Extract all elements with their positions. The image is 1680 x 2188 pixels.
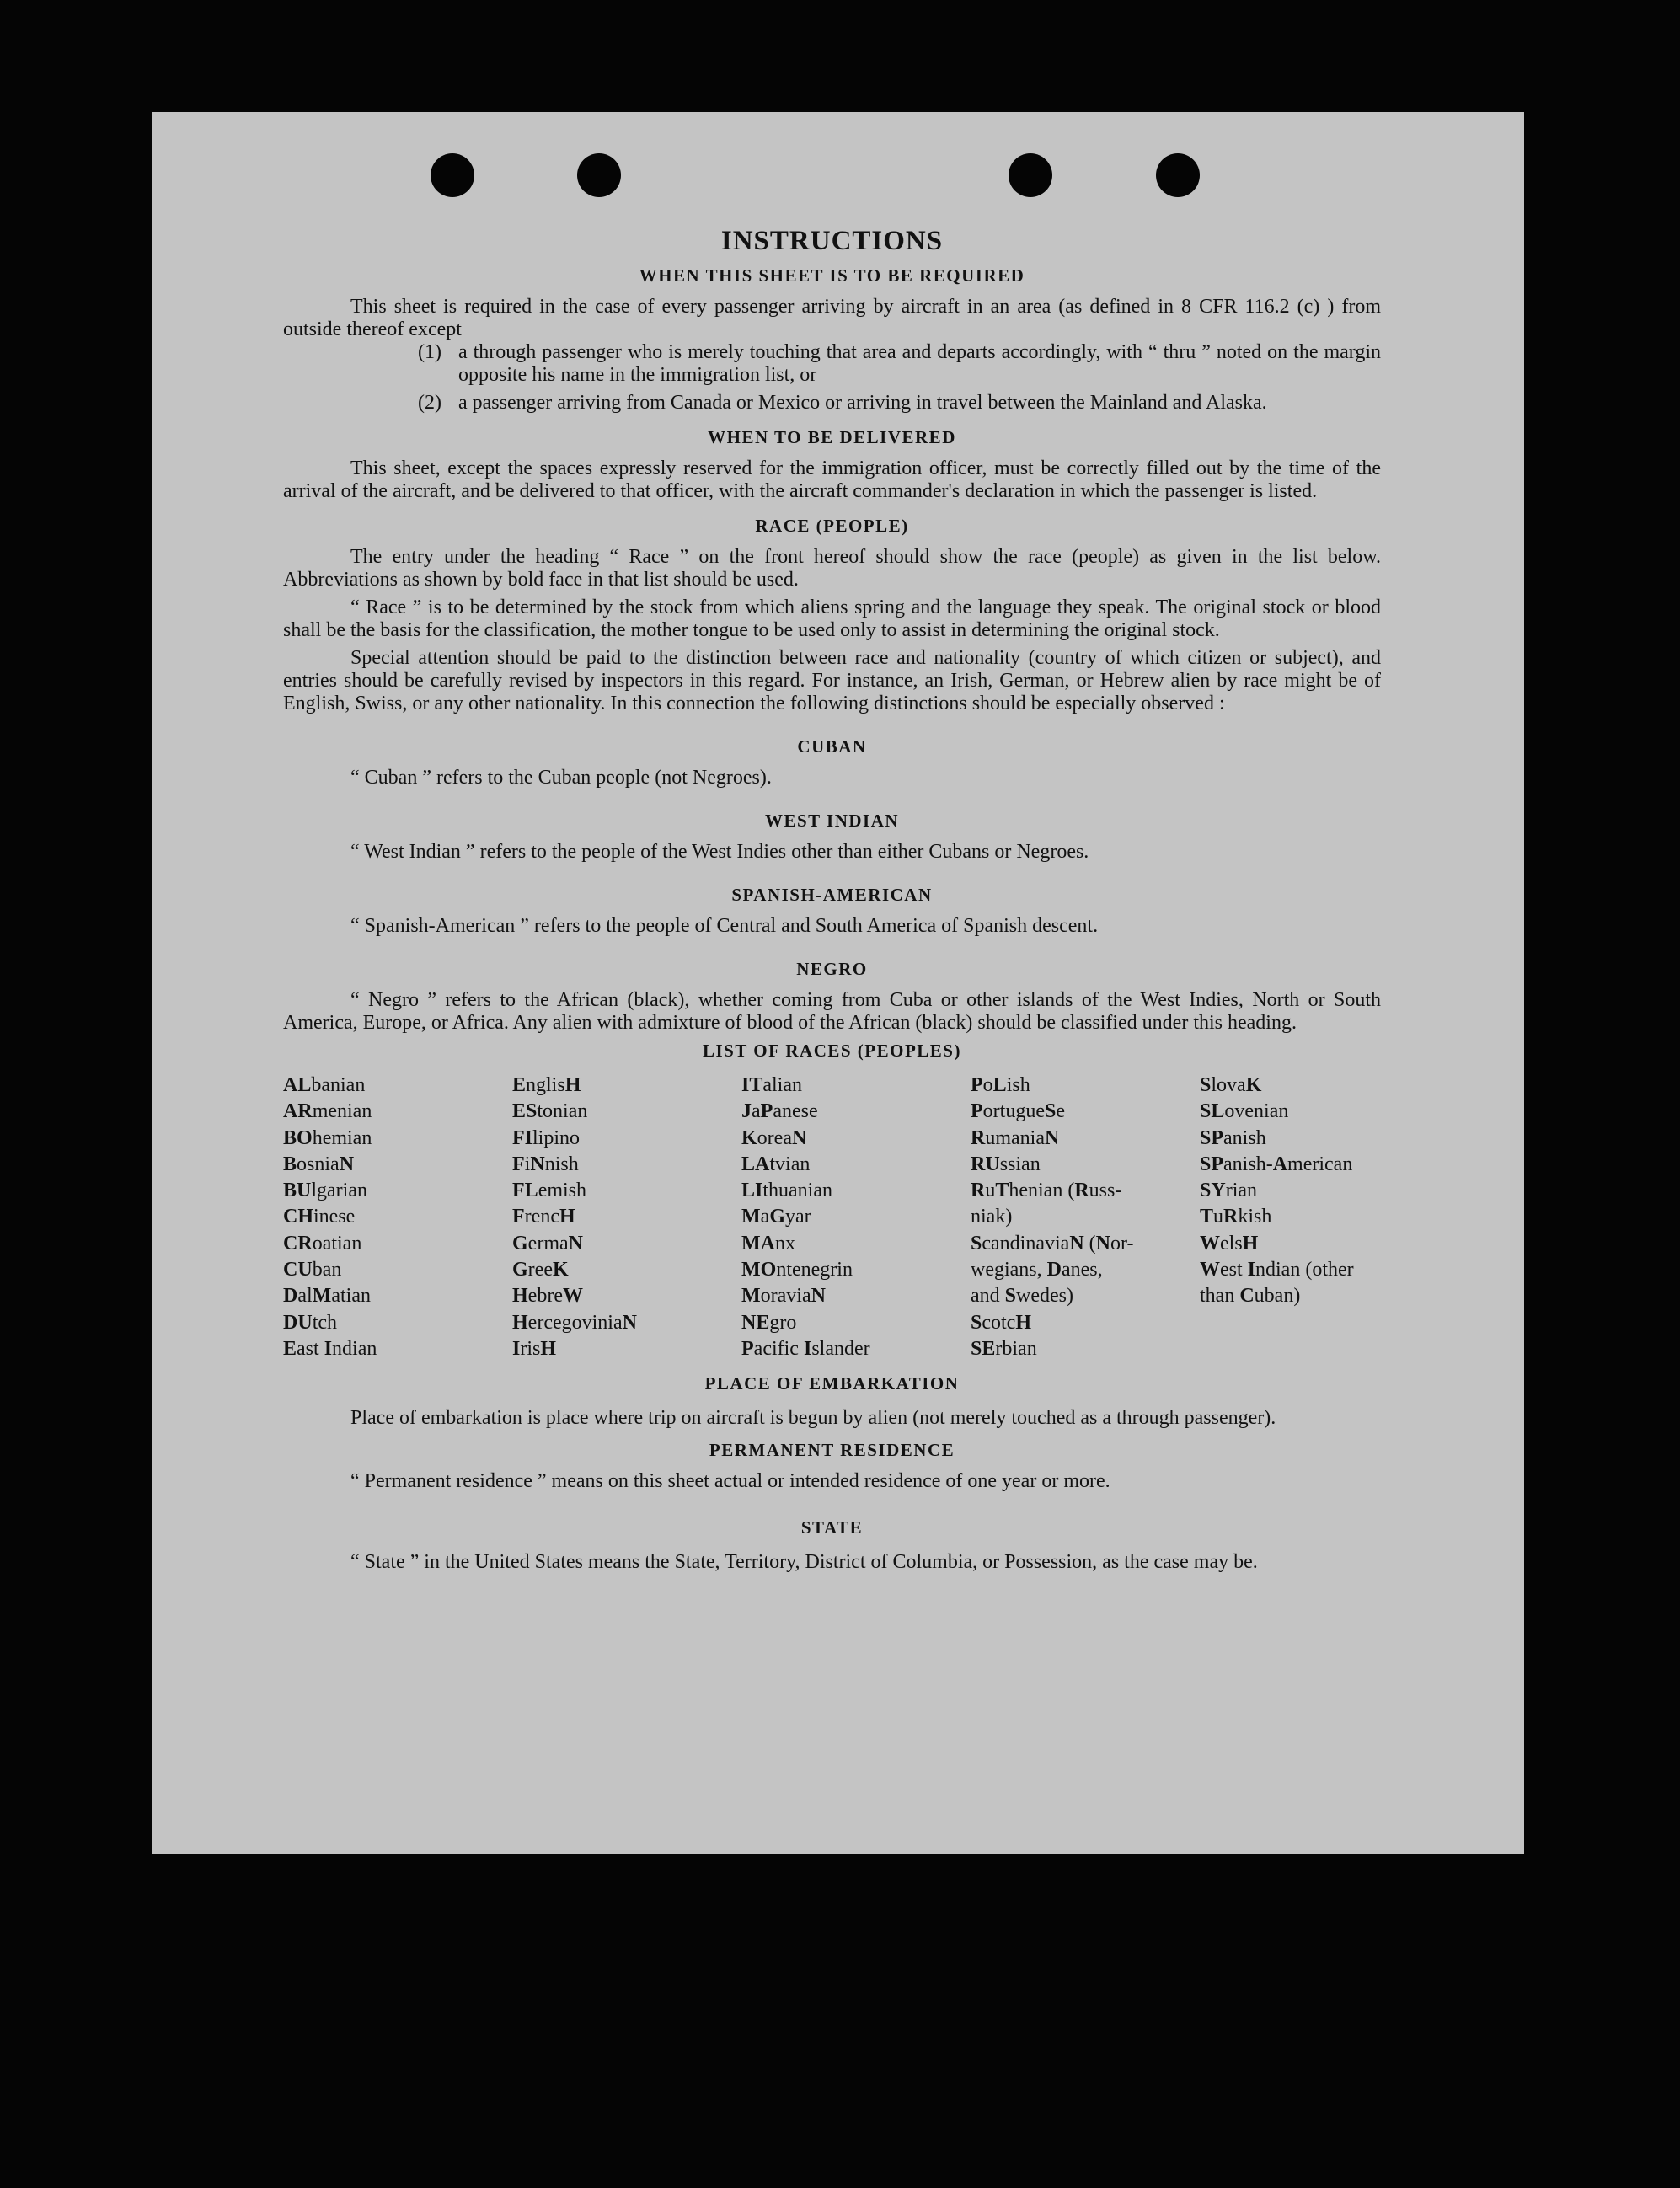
- section-heading-list-of-races: LIST OF RACES (PEOPLES): [703, 1041, 961, 1061]
- race-entry: FLemish: [512, 1180, 587, 1202]
- race-entry: KoreaN: [741, 1126, 807, 1149]
- race-entry: FiNnish: [512, 1153, 579, 1175]
- document-sheet: [152, 112, 1524, 1854]
- race-entry: HercegoviniaN: [512, 1311, 637, 1334]
- race-entry: LIthuanian: [741, 1180, 832, 1202]
- race-entry: CRoatian: [283, 1232, 362, 1254]
- page-title: INSTRUCTIONS: [720, 226, 944, 256]
- punch-hole: [1009, 153, 1052, 197]
- race-entry: GreeK: [512, 1259, 569, 1281]
- race-entry: SYrian: [1200, 1180, 1258, 1202]
- list-number: (1): [418, 341, 441, 363]
- race-entry: WelsH: [1200, 1232, 1259, 1254]
- section-heading-residence: PERMANENT RESIDENCE: [709, 1440, 955, 1461]
- race-entry: SlovaK: [1200, 1074, 1262, 1096]
- races-list: [283, 1073, 1381, 1362]
- section-heading-negro: NEGRO: [796, 959, 868, 979]
- race-entry: BosniaN: [283, 1153, 355, 1175]
- required-intro: This sheet is required in the case of every passenger arriving by aircraft in an area (as defined in 8 CFR 116.2 (c) ) from outside thereof except: [283, 296, 1381, 340]
- race-entry: DalMatian: [283, 1285, 371, 1308]
- list-text: a through passenger who is merely touching that area and departs accordingly, with “ thru ” noted on the margin opposite his name in the immigration list, or: [458, 341, 1381, 386]
- race-entry: DUtch: [283, 1311, 338, 1334]
- race-entry: RUssian: [971, 1153, 1041, 1175]
- punch-hole: [431, 153, 474, 197]
- race-entry: CHinese: [283, 1206, 356, 1228]
- race-entry: SPanish: [1200, 1126, 1266, 1149]
- instructions-content: [283, 226, 1381, 1576]
- race-entry: West Indian (other than Cuban): [1200, 1259, 1354, 1308]
- list-item: [418, 392, 1381, 415]
- race-entry: MaGyar: [741, 1206, 811, 1228]
- race-entry: MOntenegrin: [741, 1259, 853, 1281]
- punch-hole: [577, 153, 621, 197]
- race-paragraph-1: The entry under the heading “ Race ” on the front hereof should show the race (people) as given in the list below. Abbreviations as shown by bold face in that list should be used.: [283, 546, 1381, 591]
- race-entry: MoraviaN: [741, 1285, 826, 1308]
- race-entry: ARmenian: [283, 1100, 372, 1123]
- race-entry: ScotcH: [971, 1311, 1032, 1334]
- race-entry: LAtvian: [741, 1153, 811, 1175]
- residence-text: “ Permanent residence ” means on this sheet actual or intended residence of one year or more.: [350, 1470, 1110, 1493]
- race-entry: PortugueSe: [971, 1100, 1065, 1123]
- race-entry: TuRkish: [1200, 1206, 1272, 1228]
- race-entry: CUban: [283, 1259, 342, 1281]
- spanish-american-text: “ Spanish-American ” refers to the people of Central and South America of Spanish descent.: [350, 915, 1099, 937]
- race-entry: ALbanian: [283, 1074, 366, 1096]
- section-heading-race: RACE (PEOPLE): [755, 516, 909, 536]
- list-text: a passenger arriving from Canada or Mexico or arriving in travel between the Mainland and Alaska.: [458, 392, 1267, 414]
- race-entry: BOhemian: [283, 1126, 372, 1149]
- race-entry: PoLish: [971, 1074, 1030, 1096]
- race-entry: ScandinaviaN (Nor- wegians, Danes, and Swedes): [971, 1232, 1134, 1308]
- races-column: [1200, 1073, 1381, 1362]
- race-entry: IrisH: [512, 1337, 557, 1360]
- list-number: (2): [418, 392, 441, 414]
- section-heading-cuban: CUBAN: [797, 736, 867, 757]
- list-item: [418, 341, 1381, 387]
- race-entry: BUlgarian: [283, 1180, 367, 1202]
- race-entry: GermaN: [512, 1232, 583, 1254]
- section-heading-delivered: WHEN TO BE DELIVERED: [708, 427, 956, 447]
- punch-hole: [1156, 153, 1200, 197]
- race-entry: EnglisH: [512, 1074, 581, 1096]
- race-entry: Pacific Islander: [741, 1337, 870, 1360]
- race-entry: SLovenian: [1200, 1100, 1289, 1123]
- races-column: [512, 1073, 741, 1362]
- race-entry: JaPanese: [741, 1100, 818, 1123]
- races-column: [283, 1073, 512, 1362]
- west-indian-text: “ West Indian ” refers to the people of the West Indies other than either Cubans or Negroes.: [350, 841, 1089, 863]
- negro-text: “ Negro ” refers to the African (black), whether coming from Cuba or other islands of the West Indies, North or South America, Europe, or Africa. Any alien with admixture of blood of the African (black) should be classified under this heading.: [283, 989, 1381, 1034]
- section-heading-state: STATE: [800, 1517, 864, 1538]
- race-entry: NEgro: [741, 1311, 797, 1334]
- race-entry: HebreW: [512, 1285, 583, 1308]
- race-entry: RuThenian (Russ- niak): [971, 1180, 1122, 1228]
- race-entry: FIlipino: [512, 1126, 581, 1149]
- section-heading-required: WHEN THIS SHEET IS TO BE REQUIRED: [639, 265, 1025, 286]
- embarkation-text: Place of embarkation is place where trip on aircraft is begun by alien (not merely touched as a through passenger).: [350, 1407, 1276, 1430]
- state-text: “ State ” in the United States means the State, Territory, District of Columbia, or Possession, as the case may be.: [350, 1551, 1258, 1574]
- race-entry: East Indian: [283, 1337, 377, 1360]
- delivered-text: This sheet, except the spaces expressly reserved for the immigration officer, must be correctly filled out by the time of the arrival of the aircraft, and be delivered to that officer, with the aircraft commander's declaration in which the passenger is listed.: [283, 457, 1381, 502]
- race-entry: RumaniaN: [971, 1126, 1060, 1149]
- races-column: [971, 1073, 1200, 1362]
- race-entry: ITalian: [741, 1074, 802, 1096]
- section-heading-embarkation: PLACE OF EMBARKATION: [704, 1373, 960, 1394]
- cuban-text: “ Cuban ” refers to the Cuban people (not Negroes).: [350, 767, 772, 789]
- section-heading-west-indian: WEST INDIAN: [764, 810, 900, 831]
- races-column: [741, 1073, 971, 1362]
- race-entry: EStonian: [512, 1100, 588, 1123]
- section-heading-spanish-american: SPANISH-AMERICAN: [731, 885, 933, 905]
- race-entry: FrencH: [512, 1206, 575, 1228]
- race-entry: MAnx: [741, 1232, 795, 1254]
- race-paragraph-3: Special attention should be paid to the distinction between race and nationality (country of which citizen or subject), and entries should be carefully revised by inspectors in this regard. For instance, an Irish, German, or Hebrew alien by race might be of English, Swiss, or any other nationality. In this connection the following distinctions should be especially observed :: [283, 647, 1381, 714]
- race-paragraph-2: “ Race ” is to be determined by the stock from which aliens spring and the language they speak. The original stock or blood shall be the basis for the classification, the mother tongue to be used only to assist in determining the original stock.: [283, 596, 1381, 641]
- race-entry: SPanish-American: [1200, 1153, 1353, 1175]
- race-entry: SErbian: [971, 1337, 1037, 1360]
